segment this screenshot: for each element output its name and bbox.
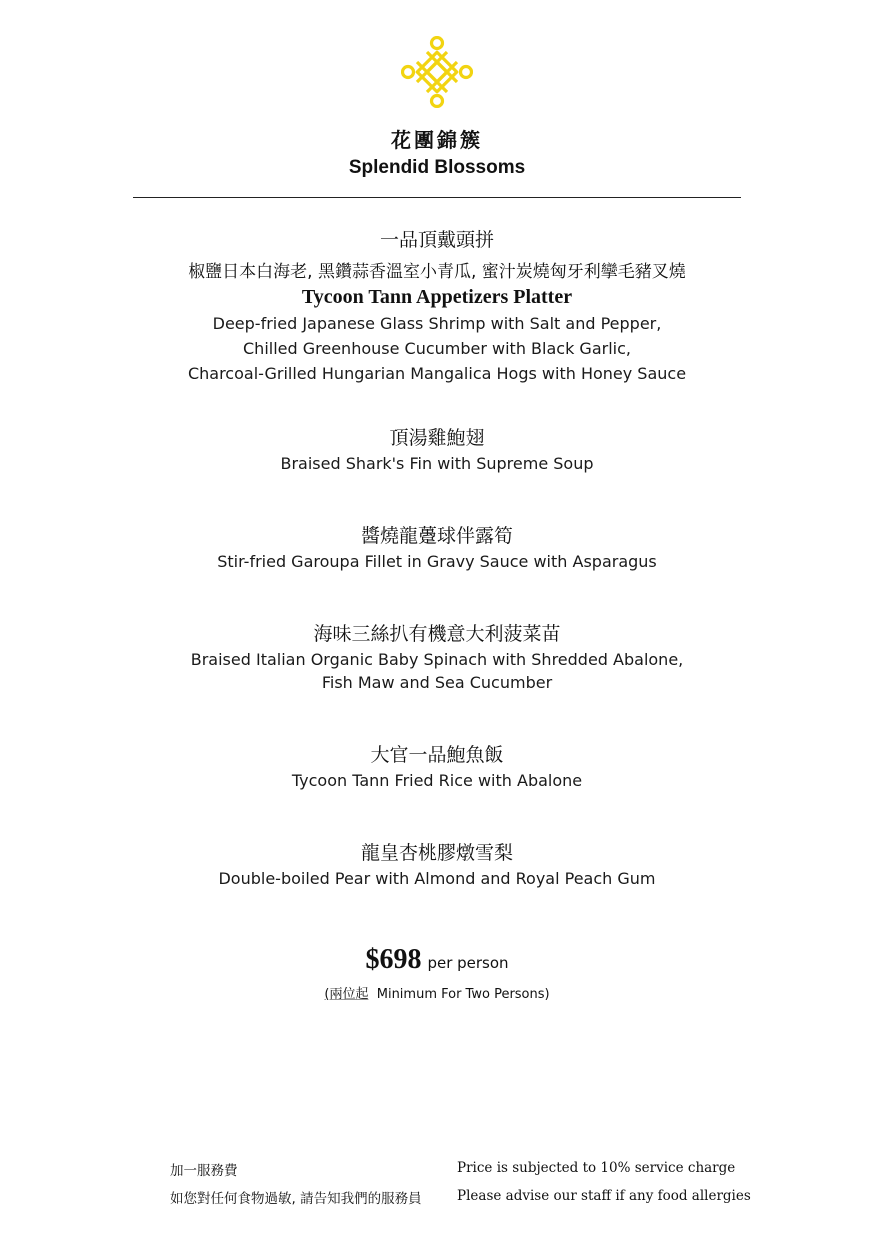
course-name-zh: 海味三絲扒有機意大利菠菜苗 [313,623,561,645]
minimum-persons-note [0,983,874,1002]
title-divider [133,197,741,198]
service-charge-en: Price is subjected to 10% service charge [457,1160,736,1176]
course-desc-en-line: Braised Italian Organic Baby Spinach with Shredded Abalone, [190,650,684,669]
menu-title-chinese: 花團錦簇 [391,128,483,152]
course-name-en: Tycoon Tann Appetizers Platter [301,286,573,308]
course-spinach [0,621,874,695]
menu-title-english: Splendid Blossoms [348,157,526,178]
price-amount: $698 [365,944,422,975]
course-desc-en-line: Charcoal-Grilled Hungarian Mangalica Hogs with Honey Sauce [187,364,687,383]
course-desc-en-line: Stir-fried Garoupa Fillet in Gravy Sauce with Asparagus [217,552,657,571]
allergy-note-en: Please advise our staff if any food allergies [457,1188,751,1204]
course-name-zh: 龍皇杏桃膠燉雪梨 [360,842,513,864]
service-charge-zh: 加一服務費 [170,1163,238,1179]
course-dessert [0,840,874,891]
course-name-zh: 一品頂戴頭拼 [379,229,494,251]
course-name-zh: 醬燒龍躉球伴露筍 [360,525,513,547]
endless-knot-logo-icon [401,36,473,108]
course-desc-en-line: Tycoon Tann Fried Rice with Abalone [291,771,583,790]
minimum-note-zh: (兩位起 [324,987,369,1002]
price-unit: per person [427,954,509,972]
price-line [0,944,874,976]
allergy-note-zh: 如您對任何食物過敏, 請告知我們的服務員 [170,1191,422,1207]
course-soup [0,425,874,476]
course-appetizers [0,227,874,386]
course-name-zh: 大官一品鮑魚飯 [370,744,504,766]
course-name-zh: 頂湯雞鮑翅 [389,427,485,449]
minimum-note-en: Minimum For Two Persons) [376,987,550,1002]
course-desc-en-line: Chilled Greenhouse Cucumber with Black Garlic, [243,339,631,358]
course-desc-zh: 椒鹽日本白海老, 黑鑽蒜香溫室小青瓜, 蜜汁炭燒匈牙利攣毛豬叉燒 [188,262,686,282]
course-desc-en-line: Deep-fried Japanese Glass Shrimp with Salt and Pepper, [212,314,662,333]
course-desc-en-line: Double-boiled Pear with Almond and Royal Peach Gum [218,869,656,888]
course-fried-rice [0,742,874,793]
course-garoupa [0,523,874,574]
course-desc-en-line: Fish Maw and Sea Cucumber [321,673,553,692]
course-desc-en-line: Braised Shark's Fin with Supreme Soup [280,454,594,473]
